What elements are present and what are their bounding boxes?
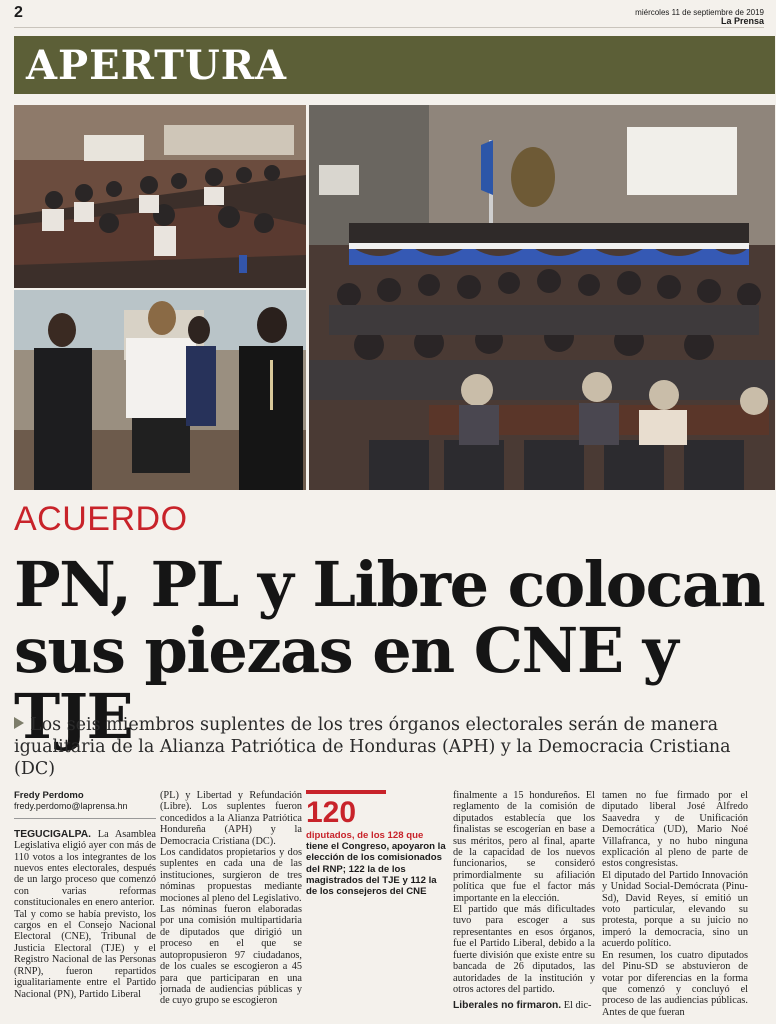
article-deck — [14, 714, 764, 780]
paragraph: finalmente a 15 hondureños. El reglamento de la comisión de diputados establecía que los finalistas se escogerían en base a sus méritos, pero al final, aparte de la capacidad de los nuevos funcionarios, se consideró primordialmente su afiliación política que fue el factor más importante en la elección. — [453, 790, 595, 904]
deck-text: Los seis miembros suplentes de los tres órganos electorales serán de manera igualitaria de la Alianza Patriótica de Honduras (APH) y la Democracia Cristiana (DC) — [14, 715, 731, 779]
subhead: Liberales no firmaron. — [453, 1000, 562, 1012]
paragraph: El partido que más dificultades tuvo para escoger a sus representantes en esos órganos, fue el Partido Liberal, debido a la fuerte división que existe entre su bancada de 26 diputados, las autoridades de la institución y otros actores del partido. — [453, 904, 595, 995]
stat-body: tiene el Congreso, apoyaron la elección de los comisionados del RNP; 122 la de los magistrados del TJE y 112 la de los consejeros del CNE — [306, 841, 446, 898]
section-bar — [14, 36, 775, 94]
paragraph-text: La Asamblea Legislativa eligió ayer con más de 110 votos a los integrantes de los nuevos entes electorales, después de un largo proceso que comenzó con varias reformas constitucionales en enero anterior. — [14, 828, 156, 909]
article-kicker: ACUERDO — [14, 500, 188, 538]
stat-rule — [306, 790, 386, 794]
byline-email: fredy.perdomo@laprensa.hn — [14, 801, 156, 818]
article-column-5 — [602, 790, 748, 1018]
paragraph — [14, 829, 156, 909]
issue-date: miércoles 11 de septiembre de 2019 — [635, 8, 764, 17]
page-number: 2 — [14, 4, 23, 21]
headline-line-1: PN, PL y Libre colocan — [14, 548, 765, 621]
paragraph: (PL) y Libertad y Refundación (Libre). Los suplentes fueron concedidos a la Alianza Patriótica Hondureña (APH) y la Democracia Cristiana (DC). — [160, 790, 302, 847]
photo-congress-chamber — [14, 105, 306, 288]
paragraph: Las nóminas fueron elaboradas por una comisión multipartidaria de diputados que dirigió un proceso en el que se autopropusieron 97 ciudadanos, de los cuales se escogieron a 45 para que participaran en una jornada de audiencias públicas y de cuyo grupo se escogieron — [160, 904, 302, 1007]
paragraph: Los candidatos propietarios y dos suplentes en cada una de las instituciones, surgieron de tres nóminas propuestas mediante mociones al pleno del Legislativo. — [160, 847, 302, 904]
photo-congress-vote — [309, 105, 775, 490]
article-column-1 — [14, 790, 156, 1000]
article-column-4 — [453, 790, 595, 1012]
paper-name: La Prensa — [720, 16, 764, 26]
byline: Fredy Perdomo — [14, 790, 84, 801]
folio-date — [635, 8, 764, 26]
dateline: TEGUCIGALPA. — [14, 828, 92, 840]
stat-number: 120 — [306, 796, 357, 829]
paragraph-text: El dic- — [563, 1000, 592, 1012]
stat-box — [306, 790, 448, 897]
photo-women-walking — [14, 290, 306, 490]
paragraph — [453, 1000, 595, 1011]
paragraph: Tal y como se había previsto, los cargos en el Consejo Nacional Electoral (CNE), Tribunal de Justicia Electoral (TJE) y el Registro Nacional de las Personas (RNP), fueron repartidos igualitariamente entre el Partido Nacional (PN), Partido Liberal — [14, 908, 156, 1000]
section-label: APERTURA — [26, 42, 288, 89]
page-folio — [14, 6, 764, 28]
headline-line-2: sus piezas en CNE y TJE — [14, 614, 678, 753]
paragraph: En resumen, los cuatro diputados del Pinu-SD se abstuvieron de votar por diferencias en la forma que comenzó y concluyó el proceso de las audiencias públicas. Antes de que fueran — [602, 949, 748, 1018]
stat-lead: diputados, de los 128 que — [306, 830, 424, 841]
article-column-2 — [160, 790, 302, 1007]
paragraph: tamen no fue firmado por el diputado liberal José Alfredo Saavedra y de Unificación Democrática (UD), Mario Noé Villafranca, y no hubo ninguna explicación al pleno de parte de estos congresistas. — [602, 790, 748, 870]
triangle-bullet-icon — [14, 717, 24, 729]
stat-text — [306, 830, 448, 897]
paragraph: El diputado del Partido Innovación y Unidad Social-Demócrata (Pinu-Sd), David Reyes, sí emitió un voto particular, elevando su protesta, porque a su juicio no imperó la democracia, sino un acuerdo político. — [602, 869, 748, 950]
